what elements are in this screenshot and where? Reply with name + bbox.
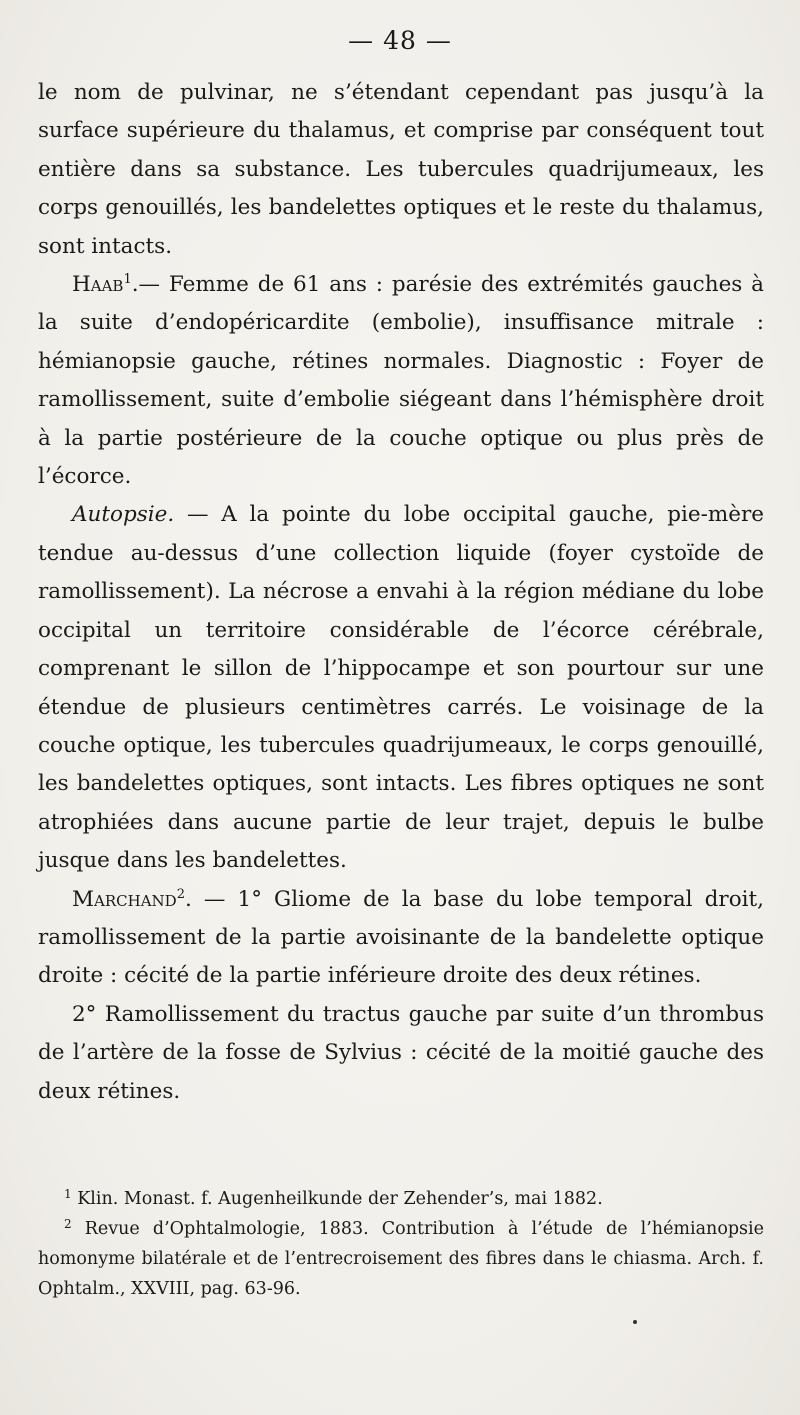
paragraph-haab <box>38 266 764 496</box>
paragraph-marchand <box>38 881 764 996</box>
paragraph-ramollissement-tractus: 2° Ramollissement du tractus gauche par suite d’un thrombus de l’artère de la fosse de Sylvius : cécité de la moitié gauche des deux rétines. <box>38 1001 764 1104</box>
marchand-case-text: . — 1° Gliome de la base du lobe temporal droit, ramollissement de la partie avoisinante de la bandelette optique droite : cécité de la partie inférieure droite des deux rétines. <box>38 886 764 989</box>
autopsie-text: — A la pointe du lobe occipital gauche, pie-mère tendue au-dessus d’une collection liquide (foyer cystoïde de ramollissement). La nécrose a envahi à la région médiane du lobe occipital un territoire considérable de l’écorce cérébrale, comprenant le sillon de l’hippocampe et son pourtour sur une étendue de plusieurs centimètres carrés. Le voisinage de la couche optique, les tubercules quadrijumeaux, le corps genouillé, les bandelettes optiques, sont intacts. Les fibres optiques ne sont atrophiées dans aucune partie de leur trajet, depuis le bulbe jusque dans les bandelettes. <box>38 502 764 874</box>
author-marchand: Marchand <box>72 886 177 912</box>
footnote-2-mark: 2 <box>64 1217 72 1231</box>
paragraph-autopsie <box>38 496 764 880</box>
author-haab: Haab <box>72 272 124 298</box>
footnote-ref-2: 2 <box>176 886 185 902</box>
page-number: — 48 — <box>348 26 452 55</box>
footnote-1-text: Klin. Monast. f. Augenheilkunde der Zehender’s, mai 1882. <box>71 1189 603 1209</box>
haab-case-text: .— Femme de 61 ans : parésie des extrémités gauches à la suite d’endopéricardite (embolie), insuffisance mitrale : hémianopsie gauche, rétines normales. Diagnostic : Foyer de ramollissement, suite d’embolie siégeant dans l’hémisphère droit à la partie postérieure de la couche optique ou plus près de l’écorce. <box>38 272 764 490</box>
paragraph-pulvinar: le nom de pulvinar, ne s’étendant cependant pas jusqu’à la surface supérieure du thalamus, et comprise par conséquent tout entière dans sa substance. Les tubercules quadrijumeaux, les corps genouillés, les bandelettes optiques et le reste du thalamus, sont intacts. <box>38 80 764 259</box>
ink-speck <box>633 1320 637 1324</box>
footnote-2 <box>38 1214 764 1304</box>
main-text <box>38 74 764 1111</box>
footnote-1-mark: 1 <box>64 1187 72 1201</box>
autopsie-label: Autopsie. <box>72 502 175 528</box>
footnote-2-text: Revue d’Ophtalmologie, 1883. Contribution à l’étude de l’hémianopsie homonyme bilatérale et de l’entrecroisement des fibres dans le chiasma. Arch. f. Ophtalm., XXVIII, pag. 63-96. <box>38 1219 764 1299</box>
footnotes <box>38 1184 764 1304</box>
footnote-ref-1: 1 <box>123 272 132 288</box>
footnote-1 <box>38 1184 764 1214</box>
